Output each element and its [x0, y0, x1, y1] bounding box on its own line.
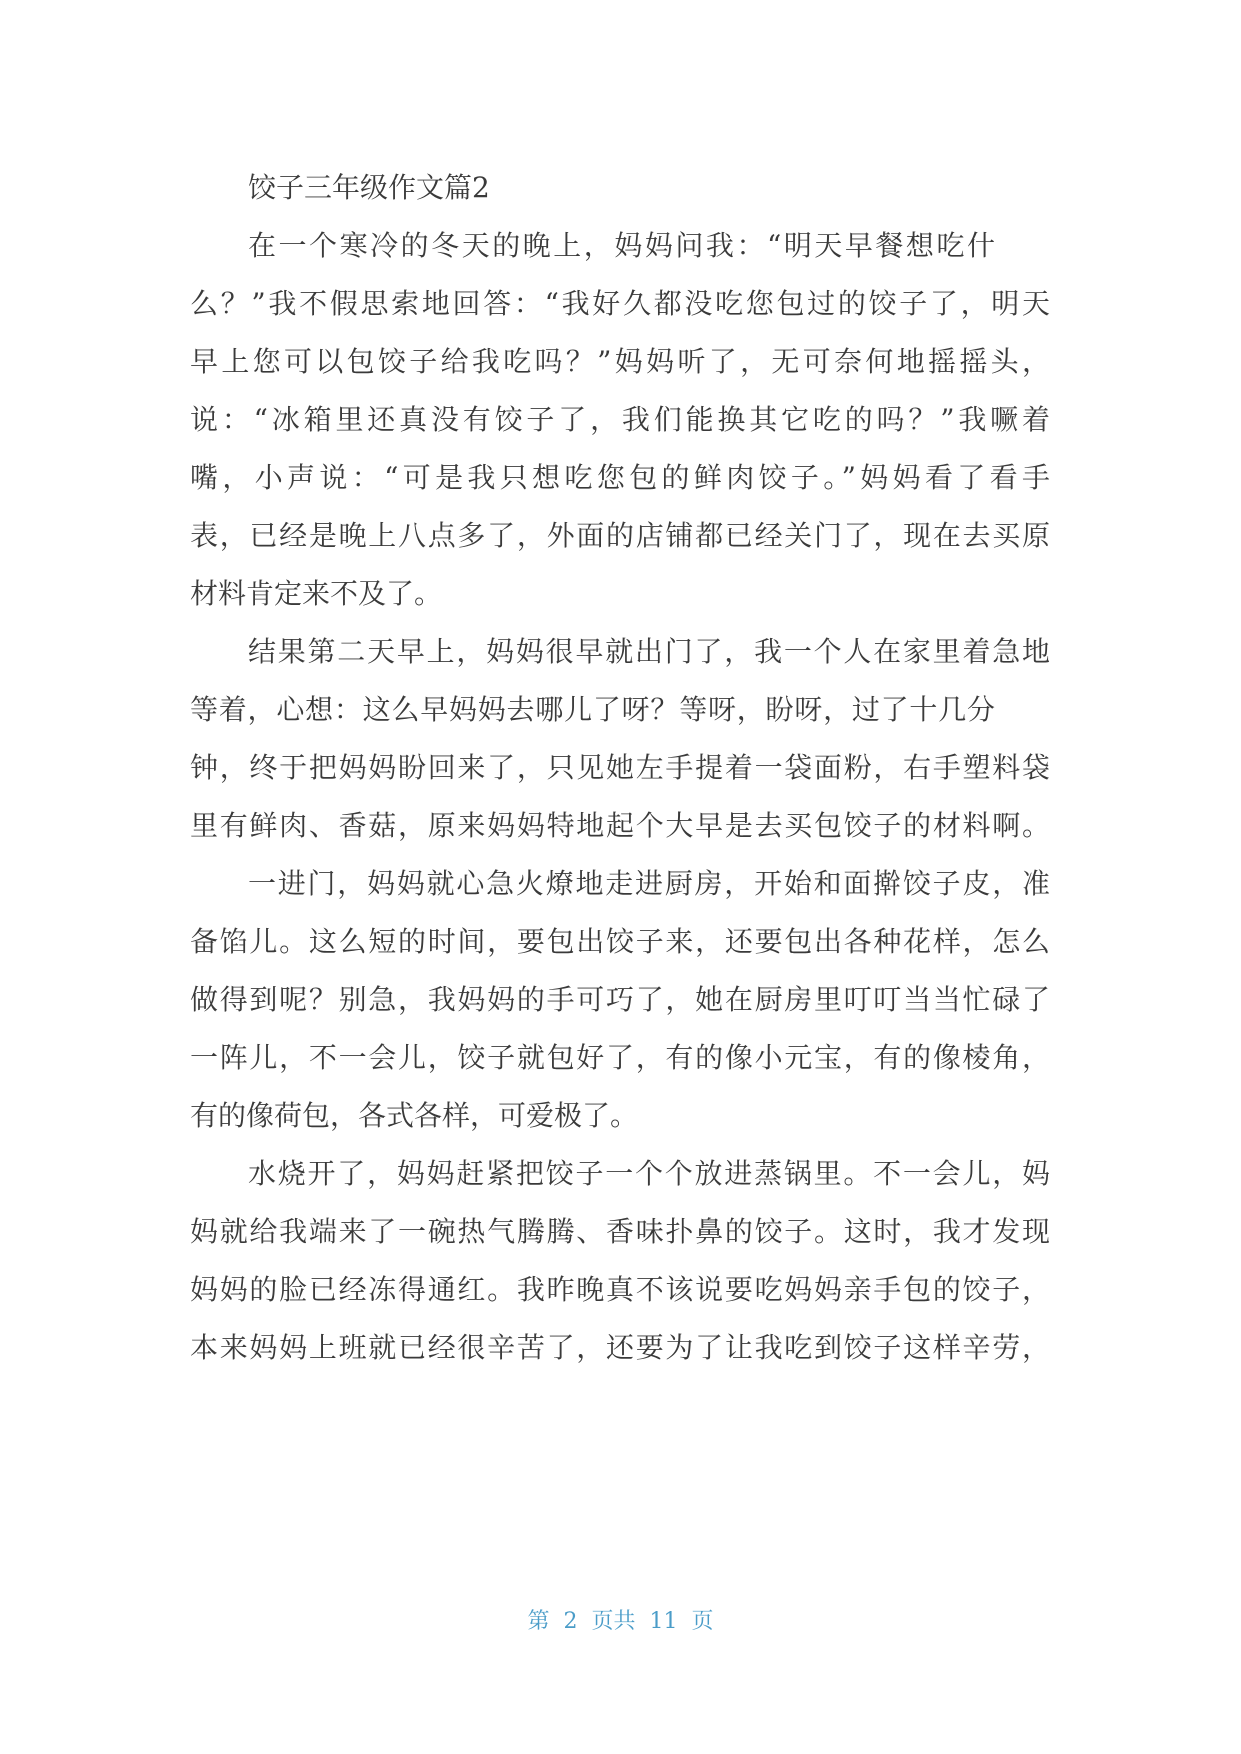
- paragraph-line: 么？”我不假思索地回答：“我好久都没吃您包过的饺子了，明天: [190, 287, 1050, 320]
- paragraph-line: 等着，心想：这么早妈妈去哪儿了呀？等呀，盼呀，过了十几分: [190, 693, 995, 726]
- paragraph-line: 妈就给我端来了一碗热气腾腾、香味扑鼻的饺子。这时，我才发现: [190, 1215, 1050, 1248]
- paragraph-line: 本来妈妈上班就已经很辛苦了，还要为了让我吃到饺子这样辛劳，: [190, 1331, 1050, 1364]
- paragraph-line: 水烧开了，妈妈赶紧把饺子一个个放进蒸锅里。不一会儿，妈: [248, 1157, 1050, 1190]
- paragraph-line: 妈妈的脸已经冻得通红。我昨晚真不该说要吃妈妈亲手包的饺子，: [190, 1273, 1050, 1306]
- paragraph-line: 结果第二天早上，妈妈很早就出门了，我一个人在家里着急地: [248, 635, 1050, 668]
- essay-title: 饺子三年级作文篇2: [248, 171, 490, 204]
- page-number-footer: 第 2 页共 11 页: [527, 1609, 714, 1634]
- paragraph-line: 一进门，妈妈就心急火燎地走进厨房，开始和面擀饺子皮，准: [248, 867, 1050, 900]
- paragraph-line: 一阵儿，不一会儿，饺子就包好了，有的像小元宝，有的像棱角，: [190, 1041, 1050, 1074]
- paragraph-line: 钟，终于把妈妈盼回来了，只见她左手提着一袋面粉，右手塑料袋: [190, 751, 1050, 784]
- paragraph-line: 备馅儿。这么短的时间，要包出饺子来，还要包出各种花样，怎么: [190, 925, 1050, 958]
- paragraph-line: 早上您可以包饺子给我吃吗？”妈妈听了，无可奈何地摇摇头，: [190, 345, 1050, 378]
- paragraph-line: 材料肯定来不及了。: [190, 577, 443, 610]
- paragraph-line: 在一个寒冷的冬天的晚上，妈妈问我：“明天早餐想吃什: [248, 229, 995, 262]
- paragraph-line: 有的像荷包，各式各样，可爱极了。: [190, 1099, 639, 1132]
- paragraph-line: 嘴，小声说：“可是我只想吃您包的鲜肉饺子。”妈妈看了看手: [190, 461, 1050, 494]
- paragraph-line: 表，已经是晚上八点多了，外面的店铺都已经关门了，现在去买原: [190, 519, 1050, 552]
- paragraph-line: 做得到呢？别急，我妈妈的手可巧了，她在厨房里叮叮当当忙碌了: [190, 983, 1050, 1016]
- paragraph-line: 里有鲜肉、香菇，原来妈妈特地起个大早是去买包饺子的材料啊。: [190, 809, 1050, 842]
- paragraph-line: 说：“冰箱里还真没有饺子了，我们能换其它吃的吗？”我噘着: [190, 403, 1050, 436]
